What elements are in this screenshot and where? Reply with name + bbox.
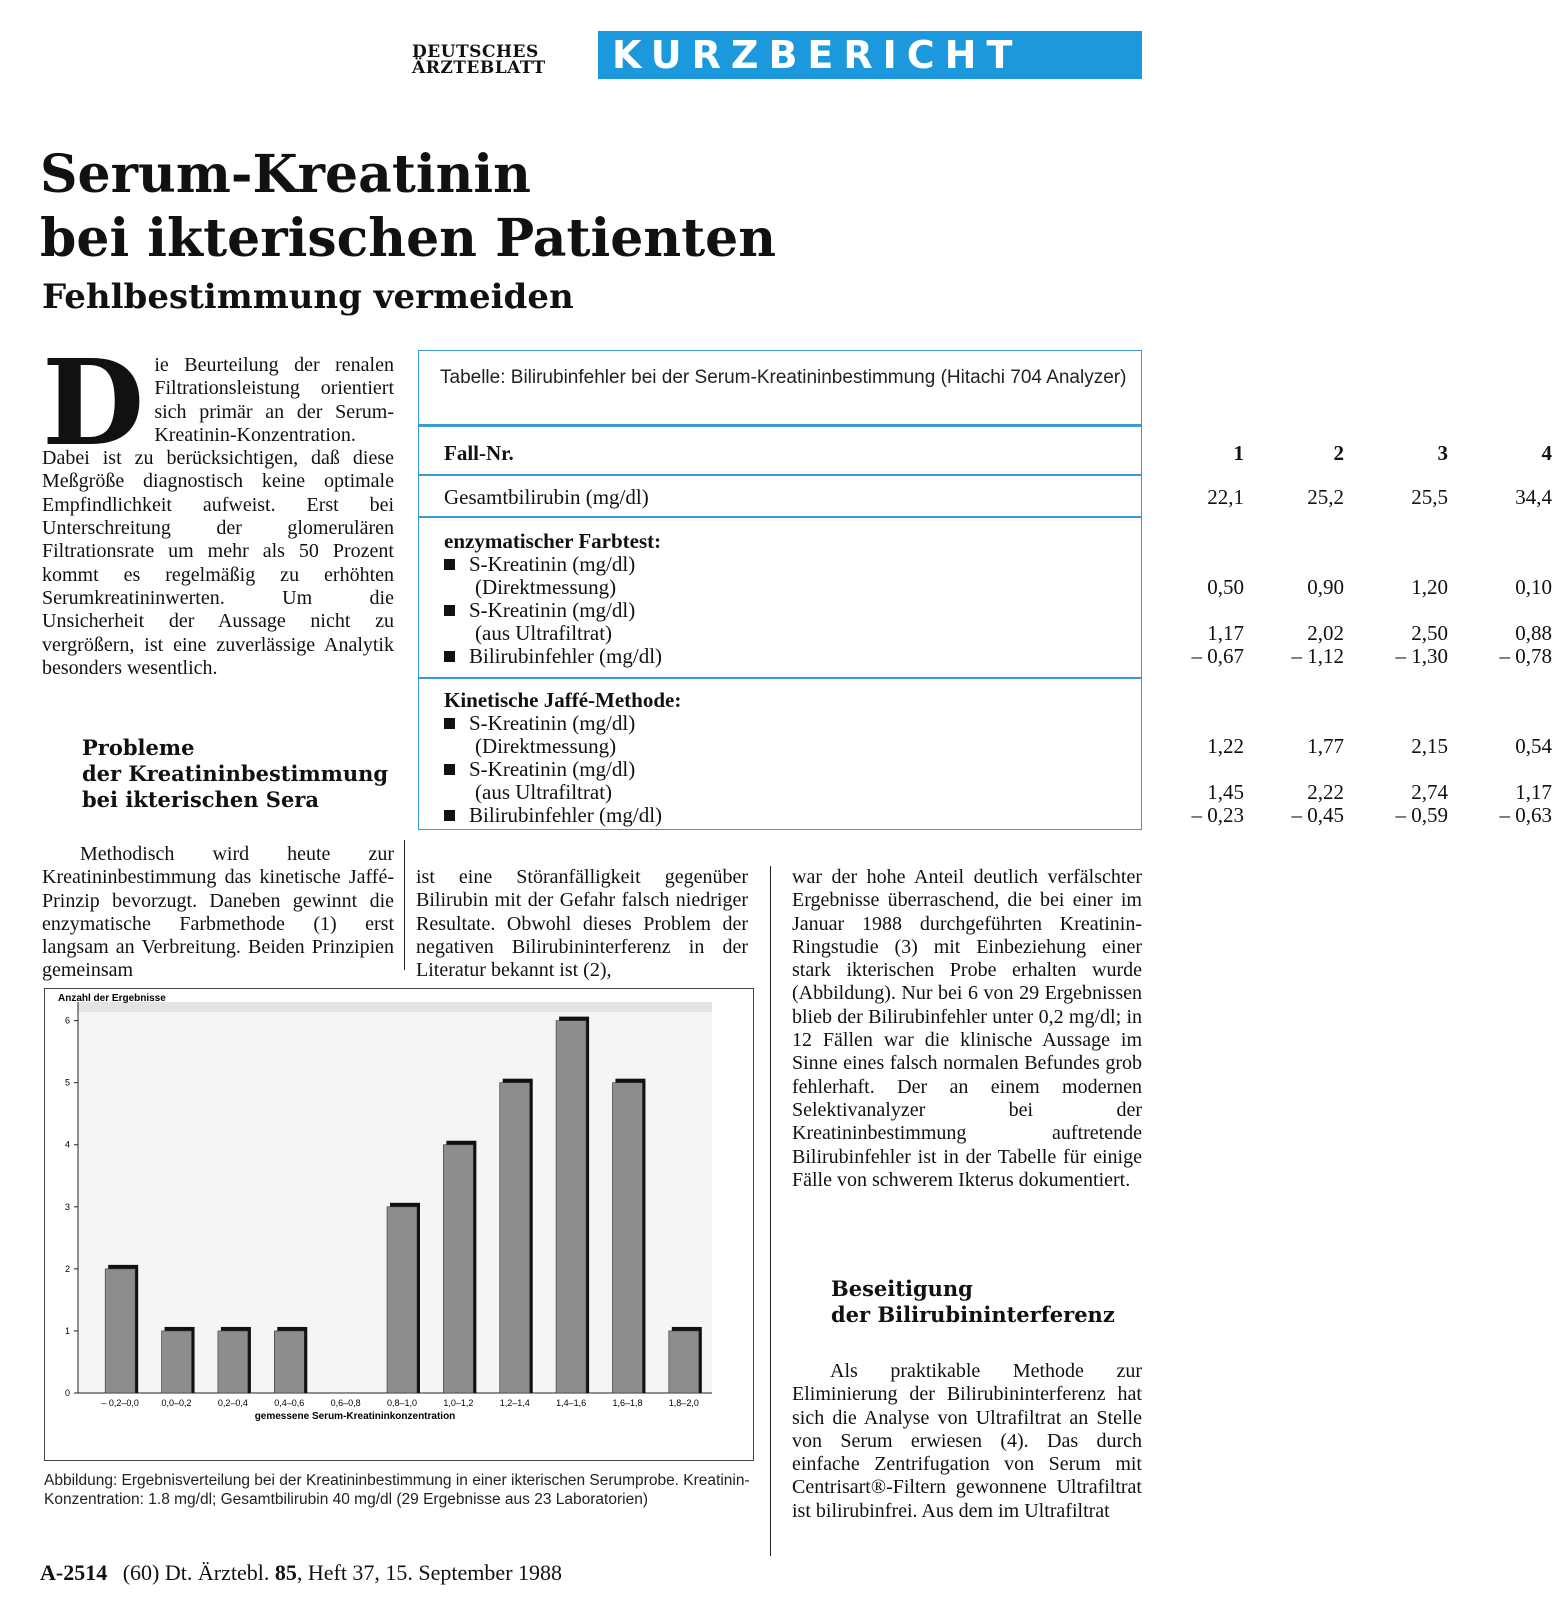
x-tick-label: 1,4–1,6 <box>556 1398 587 1408</box>
section-banner: KURZBERICHT <box>598 31 1142 79</box>
y-tick-label: 6 <box>64 1015 70 1026</box>
table-row <box>444 598 1120 622</box>
table-cell: 2,74 <box>1411 780 1448 804</box>
table-divider <box>418 516 1142 518</box>
table-row <box>444 621 1552 645</box>
table-cell: 25,2 <box>1307 485 1344 509</box>
publication-name: DEUTSCHES ÄRZTEBLATT <box>412 42 546 78</box>
x-axis-title: gemessene Serum-Kreatininkonzentration <box>254 1411 456 1422</box>
row-label-text: S-Kreatinin (mg/dl) <box>469 711 636 735</box>
table-cell: – 1,30 <box>1395 644 1448 668</box>
page-footer <box>40 1560 562 1586</box>
table-cell: 1,20 <box>1411 575 1448 599</box>
table-cell: – 0,23 <box>1191 803 1244 827</box>
x-tick-label: 0,2–0,4 <box>217 1398 248 1408</box>
table-row <box>444 711 1120 735</box>
footer-journal: (60) Dt. Ärztebl. <box>122 1560 270 1585</box>
row-label: (Direktmessung) <box>475 734 617 758</box>
x-tick-label: 0,6–0,8 <box>330 1398 361 1408</box>
y-tick-label: 0 <box>64 1388 70 1398</box>
figure-caption: Abbildung: Ergebnisverteilung bei der Kreatininbestimmung in einer ikterischen Serumprobe. Kreatinin-Konzentration: 1.8 mg/dl; Gesamtbilirubin 40 mg/dl (29 Ergebnisse aus 23 Laboratorien) <box>44 1472 750 1508</box>
table-cell: – 0,59 <box>1395 803 1448 827</box>
intro-text: ie Beurteilung der renalen Filtrationsleistung orientiert sich primär an der Serum-Kreatinin-Konzentration. Dabei ist zu berücksichtigen, daß diese Meßgröße diagnostisch keine optimale Empfindlichkeit aufweist. Erst bei Unterschreitung der glomerulären Filtrationsrate um mehr als 50 Prozent kommt es regelmäßig zu erhöhten Serumkreatininwerten. Um die Unsicherheit der Aussage nicht zu vergrößern, ist eine zuverlässige Analytik besonders wesentlich. <box>42 354 394 679</box>
y-tick-label: 2 <box>64 1263 70 1274</box>
x-tick-label: 0,8–1,0 <box>386 1398 418 1408</box>
section-heading-line: der Bilirubininterferenz <box>831 1302 1115 1327</box>
row-label-text: Bilirubinfehler (mg/dl) <box>469 644 663 668</box>
table-row <box>444 552 1120 576</box>
table-row <box>444 757 1120 781</box>
table-group-title <box>444 529 1120 553</box>
bar <box>556 1021 586 1393</box>
row-label-text: Bilirubinfehler (mg/dl) <box>469 803 663 827</box>
group-title-text: Kinetische Jaffé-Methode: <box>444 688 682 712</box>
y-tick-label: 1 <box>64 1325 70 1336</box>
section-heading-probleme <box>82 735 402 813</box>
x-tick-label: 1,2–1,4 <box>499 1398 530 1408</box>
y-tick-label: 3 <box>64 1201 70 1212</box>
table-row <box>444 575 1552 599</box>
bar-chart <box>44 988 754 1461</box>
table-cell: 1,17 <box>1207 621 1244 645</box>
row-label: (aus Ultrafiltrat) <box>475 780 613 804</box>
y-axis-title: Anzahl der Ergebnisse <box>58 993 166 1004</box>
section-heading-line: Probleme <box>82 735 195 760</box>
bar <box>274 1331 304 1393</box>
drop-cap: D <box>42 333 145 472</box>
table-row <box>444 734 1552 758</box>
header-cell: 3 <box>1437 441 1448 465</box>
table-cell: 0,50 <box>1207 575 1244 599</box>
x-tick-label: 1,0–1,2 <box>443 1398 474 1408</box>
table-row <box>444 780 1552 804</box>
table-cell: 2,50 <box>1411 621 1448 645</box>
group-title-text: enzymatischer Farbtest: <box>444 529 662 553</box>
header-cell: 1 <box>1233 441 1244 465</box>
table-cell: 1,77 <box>1307 734 1344 758</box>
footer-issue: , Heft 37, 15. September 1988 <box>296 1560 563 1585</box>
x-tick-label: 0,4–0,6 <box>274 1398 305 1408</box>
title-line-1: Serum-Kreatinin <box>40 144 531 205</box>
section-heading-beseitigung <box>831 1276 1141 1328</box>
table-row <box>444 803 1552 827</box>
square-bullet-icon <box>444 718 455 729</box>
table-cell: 1,17 <box>1515 780 1552 804</box>
x-tick-label: – 0,2–0,0 <box>101 1398 139 1408</box>
row-label: (Direktmessung) <box>475 575 617 599</box>
table-cell: 2,22 <box>1307 780 1344 804</box>
section-heading-line: bei ikterischen Sera <box>82 787 319 812</box>
body-paragraph: ist eine Störanfälligkeit gegenüber Bilirubin mit der Gefahr falsch niedriger Resultate. Obwohl dieses Problem der negativen Bilirubininterferenz in der Literatur bekannt ist (2), <box>416 866 748 982</box>
table-header-row <box>444 441 1552 465</box>
row-label: (aus Ultrafiltrat) <box>475 621 613 645</box>
body-paragraph: Methodisch wird heute zur Kreatininbestimmung das kinetische Jaffé-Prinzip bevorzugt. Daneben gewinnt die enzymatische Farbmethode (1) erst langsam an Verbreitung. Beiden Prinzipien gemeinsam <box>42 843 394 982</box>
table-cell: – 0,45 <box>1291 803 1344 827</box>
header-label: Fall-Nr. <box>444 441 514 465</box>
body-paragraph: Als praktikable Methode zur Eliminierung der Bilirubininterferenz hat sich die Analyse von Ultrafiltrat an Stelle von Serum erwiesen (4). Das durch einfache Zentrifugation von Serum mit Centrisart®-Filtern gewonnene Ultrafiltrat ist bilirubinfrei. Aus dem im Ultrafiltrat <box>792 1360 1142 1522</box>
table-cell: – 0,78 <box>1499 644 1552 668</box>
title-line-2: bei ikterischen Patienten <box>40 208 777 269</box>
square-bullet-icon <box>444 605 455 616</box>
bar <box>105 1269 135 1393</box>
row-label <box>444 711 635 735</box>
square-bullet-icon <box>444 810 455 821</box>
bar <box>500 1083 530 1393</box>
table-cell: 25,5 <box>1411 485 1448 509</box>
row-label-text: S-Kreatinin (mg/dl) <box>469 598 636 622</box>
table-row <box>444 485 1552 509</box>
bar <box>162 1331 192 1393</box>
table-cell: 2,15 <box>1411 734 1448 758</box>
row-label-text: S-Kreatinin (mg/dl) <box>469 757 636 781</box>
table-cell: 0,88 <box>1515 621 1552 645</box>
table-cell: – 0,67 <box>1191 644 1244 668</box>
header-cell: 4 <box>1541 441 1552 465</box>
header-cell: 2 <box>1333 441 1344 465</box>
table-cell: – 0,63 <box>1499 803 1552 827</box>
square-bullet-icon <box>444 559 455 570</box>
section-heading-line: Beseitigung <box>831 1276 973 1301</box>
table-cell: 0,90 <box>1307 575 1344 599</box>
square-bullet-icon <box>444 651 455 662</box>
bar <box>612 1083 642 1393</box>
table-cell: 22,1 <box>1207 485 1244 509</box>
x-tick-label: 1,6–1,8 <box>612 1398 643 1408</box>
row-label <box>444 644 662 668</box>
row-label <box>444 757 635 781</box>
article-title <box>40 143 940 271</box>
table-cell: 0,54 <box>1515 734 1552 758</box>
table-row <box>444 644 1552 668</box>
x-tick-label: 1,8–2,0 <box>668 1398 699 1408</box>
intro-paragraph <box>42 333 394 680</box>
table-divider <box>418 424 1142 427</box>
table-cell: 1,22 <box>1207 734 1244 758</box>
row-label-text: S-Kreatinin (mg/dl) <box>469 552 636 576</box>
row-label <box>444 803 662 827</box>
plot-band <box>78 1002 712 1012</box>
table-divider <box>418 677 1142 679</box>
article-subtitle: Fehlbestimmung vermeiden <box>42 277 574 317</box>
table-group-title <box>444 688 1120 712</box>
table-cell: 0,10 <box>1515 575 1552 599</box>
table-divider <box>418 474 1142 476</box>
section-heading-line: der Kreatininbestimmung <box>82 761 389 786</box>
row-label <box>444 598 635 622</box>
table-cell: 1,45 <box>1207 780 1244 804</box>
footer-volume: 85 <box>274 1560 297 1585</box>
bar <box>443 1145 473 1393</box>
table-cell: 2,02 <box>1307 621 1344 645</box>
row-label: Gesamtbilirubin (mg/dl) <box>444 485 649 509</box>
body-paragraph: war der hohe Anteil deutlich verfälschter Ergebnisse überraschend, die bei einer im Januar 1988 durchgeführten Kreatinin-Ringstudie (3) mit Einbeziehung einer stark ikterischen Probe erhalten wurde (Abbildung). Nur bei 6 von 29 Ergebnissen blieb der Bilirubinfehler unter 0,2 mg/dl; in 12 Fällen war die klinische Aussage im Sinne eines falsch normalen Befundes grob fehlerhaft. Der an einem modernen Selektivanalyzer bei der Kreatininbestimmung auftretende Bilirubinfehler ist in der Tabelle für einige Fälle von schwerem Ikterus dokumentiert. <box>792 866 1142 1191</box>
table-cell: 34,4 <box>1515 485 1552 509</box>
y-tick-label: 4 <box>64 1139 70 1150</box>
square-bullet-icon <box>444 764 455 775</box>
x-tick-label: 0,0–0,2 <box>161 1398 192 1408</box>
table-caption: Tabelle: Bilirubinfehler bei der Serum-Kreatininbestimmung (Hitachi 704 Analyzer) <box>440 367 1127 388</box>
y-tick-label: 5 <box>64 1077 70 1088</box>
row-label <box>444 552 635 576</box>
table-cell: – 1,12 <box>1291 644 1344 668</box>
bar <box>218 1331 248 1393</box>
bar <box>387 1207 417 1393</box>
column-divider <box>770 866 771 1556</box>
page-number: A-2514 <box>40 1560 108 1585</box>
bar <box>669 1331 699 1393</box>
column-divider <box>404 840 405 970</box>
